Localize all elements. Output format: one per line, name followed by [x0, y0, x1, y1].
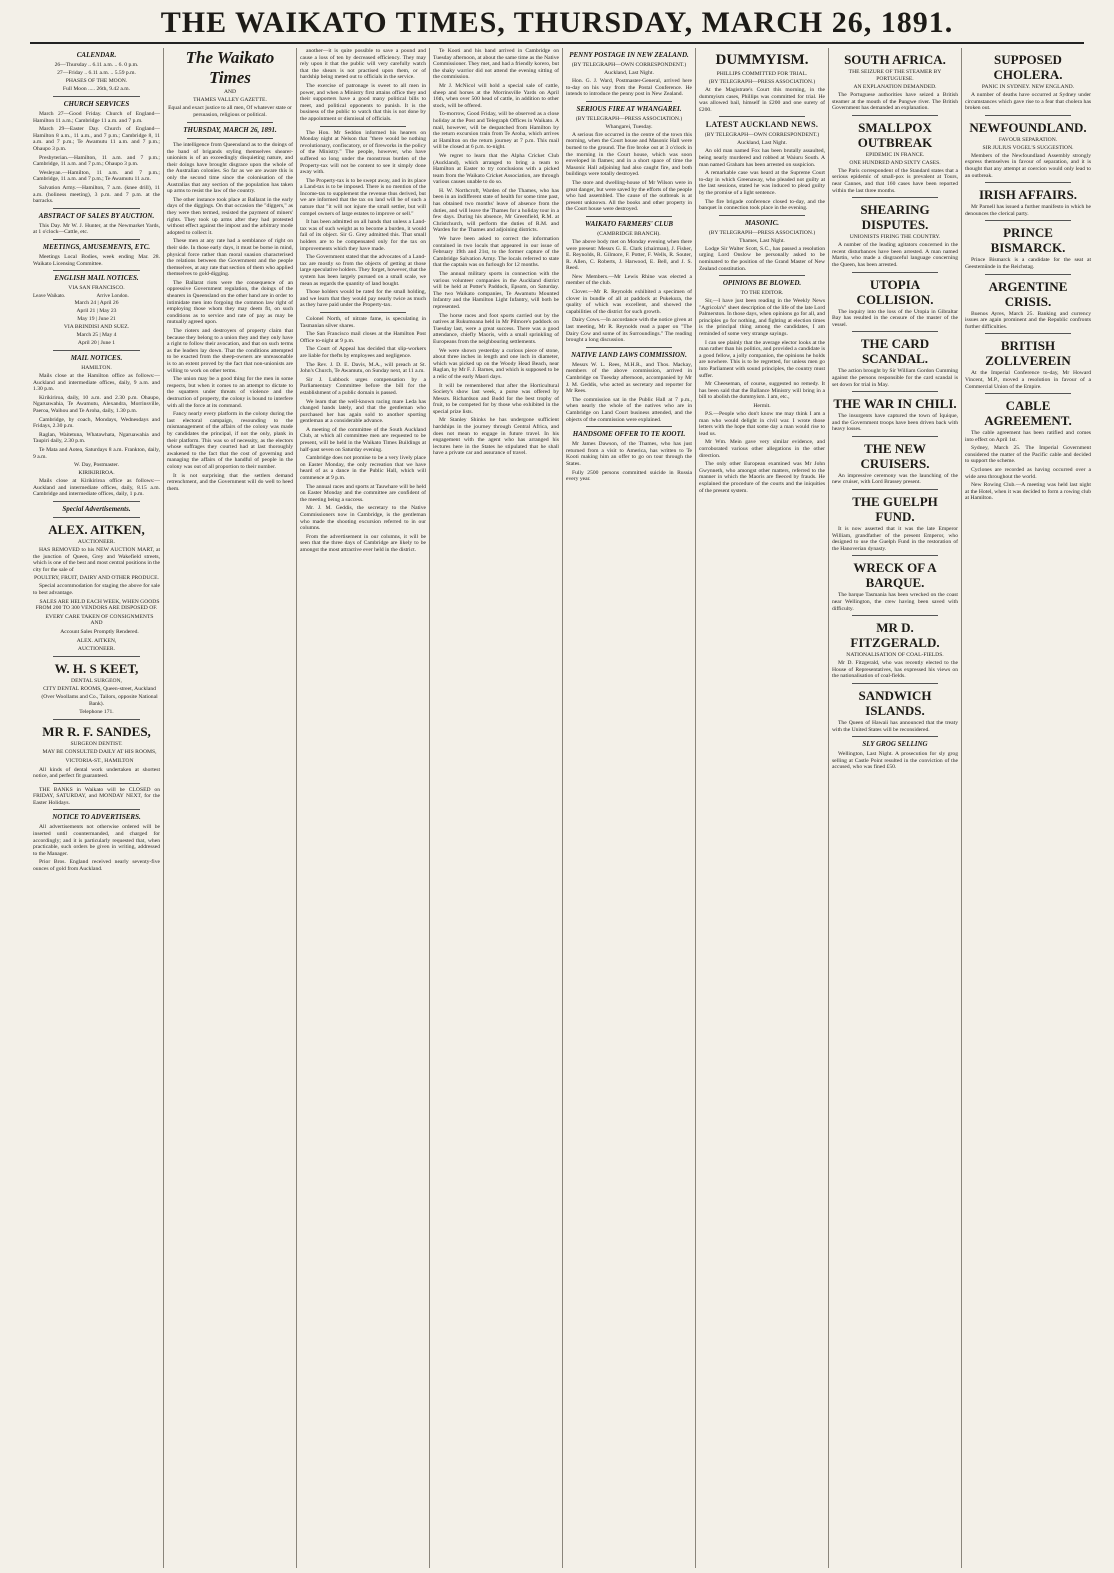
masthead-title: THE WAIKATO TIMES, THURSDAY, MARCH 26, 1891. — [160, 6, 954, 39]
leader-paragraph: These men at any rate had a semblance of right on their side. In those early days, it must be borne in mind, physical force rather than moral suasion characterised the relations between the Government and the people themselves, at any rate that section of them who applied themselves to gold-digging. — [167, 238, 293, 278]
section-subheading: (BY TELEGRAPH—PRESS ASSOCIATION.) — [708, 229, 816, 236]
section-dateline: Auckland, Last Night. — [604, 70, 654, 76]
section-heading: THE CARD SCANDAL. — [860, 336, 930, 367]
article-paragraph: Wellington, Last Night. A prosecution for sly grog selling at Castle Point resulted in the conviction of the accused, who was fined £50. — [832, 751, 958, 771]
article-paragraph: Mr Cheeseman, of course, suggested no remedy. It has been said that the Ballance Ministry will bring in a bill to abolish the dummyism. I am, etc., — [699, 381, 825, 401]
divider — [852, 436, 938, 437]
auction-heading: ABSTRACT OF SALES BY AUCTION. — [38, 211, 155, 220]
section-heading: PRINCE BISMARCK. — [990, 225, 1066, 256]
article-paragraph: A serious fire occurred in the centre of the town this morning, when the Court house and Masonic Hall were burned to the ground. The fire broke out at 3 o'clock in the morning in the Court house, which was soon enveloped in flames; and in a short space of time the Masonic Hall adjoining had also caught fire, and both buildings were totally destroyed. — [566, 131, 692, 178]
divider — [53, 517, 140, 518]
section-heading: LATEST AUCKLAND NEWS. — [705, 120, 819, 130]
divider — [187, 122, 273, 123]
article-paragraph: Hon. G. J. Ward, Postmaster-General, arrived here to-day on his way from the Postal Conference. He intends to introduce the penny post in New Zealand. — [566, 78, 692, 98]
section-heading: THE NEW CRUISERS. — [860, 440, 930, 471]
leader-paragraph: It is not surprising that the settlers demand retrenchment, and the Government will do well to heed them. — [167, 472, 293, 492]
divider — [985, 393, 1071, 394]
church-paragraph: Salvation Army.—Hamilton, 7 a.m. (knee drill), 11 a.m. (holiness meeting), 3 p.m. and 7 p.m. at the barracks. — [33, 184, 160, 205]
divider — [320, 126, 406, 127]
divider — [320, 312, 406, 313]
article-paragraph: At the Magistrate's Court this morning, in the dummyism cases, Phillips was committed for trial. He was allowed bail, himself in £200 and one surety of £200. — [699, 87, 825, 113]
column-4 — [429, 48, 562, 1568]
article-paragraph: The only other European examined was Mr John Gwynneth, who amongst other matters, referred to the manner in which the Maoris are fleeced by frauds. He explained the procedure of the courts and the iniquities of the present system. — [699, 461, 825, 494]
church-paragraph: March 27—Good Friday. Church of England—Hamilton 11 a.m.; Cambridge 11 a.m. and 7 p.m. — [33, 111, 160, 124]
article-paragraph: We were shown yesterday a curious piece of stone, about three inches in length and one inch in diameter, which was picked up on the Woody Head Beach, near Raglan, by Mr F. J. Barnes, and which is supposed to be a relic of the early Maori days. — [433, 347, 559, 380]
article-paragraph: The store and dwelling-house of Mr Wilson were in great danger, but were saved by the efforts of the people who had assembled. The cause of the outbreak is at present unknown. All the books and other property in the Court house were destroyed. — [566, 179, 692, 213]
paper-and: AND — [223, 89, 237, 95]
divider — [985, 220, 1071, 221]
article-paragraph: Members of the Newfoundland Assembly strongly express themselves in favour of separation, and it is thought that any attempt at coercion would only lead to an outbreak. — [965, 152, 1091, 179]
divider — [719, 215, 805, 216]
mail-table — [33, 293, 160, 299]
masthead-rule — [30, 42, 1084, 44]
divider — [852, 272, 938, 273]
divider — [187, 138, 273, 139]
section-heading: SHEARING DISPUTES. — [860, 202, 930, 233]
article-paragraph: Colonel North, of nitrate fame, is speculating in Tasmanian silver shares. — [300, 315, 426, 329]
section-subheading: NATIONALISATION OF COAL-FIELDS. — [846, 652, 944, 659]
article-paragraph: We regret to learn that the Alpha Cricket Club (Auckland), which arranged to bring a team to Hamilton at Easter to try conclusions with a picked team from the Waikato Cricket Association, are through various causes unable to do so. — [433, 152, 559, 186]
section-heading: NATIVE LAND LAWS COMMISSION. — [571, 350, 687, 359]
article-paragraph: The annual military sports in connection with the various volunteer companies in the Auckland district will be held at Potter's Paddock, Epsom, on Saturday. The two Waikato companies, Te Awamutu Mounted Infantry and the Hamilton Light Infantry, will both be represented. — [433, 271, 559, 310]
section-heading: SMALLPOX OUTBREAK — [857, 119, 933, 150]
article-paragraph: The annual races and sports at Tauwhare will be held on Easter Monday and the committee are confident of the meeting being a success. — [300, 483, 426, 503]
section-heading: THE GUELPH FUND. — [852, 494, 938, 525]
section-subheading: PHILLIPS COMMITTED FOR TRIAL. — [716, 71, 808, 77]
section-subheading: (BY TELEGRAPH—PRESS ASSOCIATION.) — [575, 115, 683, 122]
section-dateline: Whangarei, Tuesday. — [605, 123, 653, 130]
skeet-telephone: Telephone 171. — [79, 709, 114, 716]
calendar-full-moon: Full Moon ..... 26th, 9.42 a.m. — [62, 86, 131, 92]
divider — [852, 615, 938, 616]
section-heading: HANDSOME OFFER TO TE KOOTI. — [572, 430, 686, 439]
divider — [53, 501, 140, 502]
alex-paragraph: EVERY CARE TAKEN OF CONSIGNMENTS AND — [45, 613, 154, 627]
article-paragraph: H. W. Northcroft, Warden of the Thames, who has been in an indifferent state of health for some time past, has obtained two months' leave of absence from the duties, and will leave the Thames for a holiday tour in a few days. During his absence, Mr Greenfield, R.M. at Christchurch, will perform the duties of R.M. and Warden for the Thames and adjoining districts. — [433, 187, 559, 234]
article-paragraph: The Rev. J. D. E. Davis, M.A., will preach at St. John's Church, Te Awamutu, on Sunday next, at 11 a.m. — [300, 361, 426, 375]
article-paragraph: P.S.—People who don't know me may think I am a man who would delight in civil war. I wrote those letters with the hope that some day a man would rise to lead us. — [699, 411, 825, 437]
mail-subheading: VIA SAN FRANCISCO. — [68, 285, 125, 292]
section-dateline: (BY TELEGRAPH—PRESS ASSOCIATION.) — [708, 79, 816, 85]
divider — [586, 101, 672, 102]
divider — [852, 489, 938, 490]
skeet-paragraph: CITY DENTAL ROOMS, Queen-street, Auckland — [43, 685, 156, 692]
section-dateline: Thames, Last Night. — [739, 237, 785, 244]
divider — [719, 275, 805, 276]
sandes-paragraph: MAY BE CONSULTED DAILY AT HIS ROOMS, — [42, 749, 157, 756]
divider — [53, 96, 140, 97]
article-paragraph: Messrs W. L. Rees, M.H.R., and Thos. Mackay, members of the above commission, arrived in Cambridge on Tuesday afternoon, accompanied by Mr J. M. Geddis, who acted as secretary and reporter for Mr Rees. — [566, 361, 692, 395]
article-paragraph: The Paris correspondent of the Standard states that a serious epidemic of small-pox is prevalent at Tours, near Cannes, and that 160 cases have been reported within the last three months. — [832, 167, 958, 194]
calendar-moon: PHASES OF THE MOON. — [65, 78, 128, 84]
divider — [852, 115, 938, 116]
paper-subtitle: THAMES VALLEY GAZETTE. — [193, 97, 267, 103]
article-paragraph: Sir,—I have just been reading in the Weekly News "Agricola's" sheet description of the life of the late Lord Palmerston. In those days, when opinions go for all, and principles go for nothing, and fighting at election times is the principal thing among the candidates, I am reminded of some very strange sayings. — [699, 298, 825, 338]
alex-goods: POULTRY, FRUIT, DAIRY AND OTHER PRODUCE. — [34, 575, 159, 582]
divider — [53, 809, 140, 810]
article-paragraph: The commission sat in the Public Hall at 7 p.m., when nearly the whole of the natives who are in Cambridge on Land Court business attended, and the objects of the commission were explained. — [566, 396, 692, 423]
article-paragraph: Mr. J. M. Geddis, the secretary to the Native Commissioners now in Cambridge, is the gentleman who made the shooting excursion referred to in our columns. — [300, 505, 426, 532]
article-paragraph: Mr Parnell has issued a further manifesto in which he denounces the clerical party. — [965, 204, 1091, 217]
section-heading: WRECK OF A BARQUE. — [853, 560, 937, 591]
article-paragraph: Lodge Sir Walter Scott, S.C., has passed a resolution urging Lord Onslow be personally asked to be nominated to the position of the Grand Master of New Zealand constitution. — [699, 245, 825, 272]
mail-heading: ENGLISH MAIL NOTICES. — [54, 274, 139, 283]
divider — [985, 333, 1071, 334]
divider — [586, 216, 672, 217]
church-heading: CHURCH SERVICES — [63, 100, 130, 108]
section-subheading: AN EXPLANATION DEMANDED. — [853, 84, 937, 90]
article-paragraph: Mr James Dawson, of the Thames, who has just returned from a visit to America, has written to Te Kooti making him an offer to go on tour through the States. — [566, 441, 692, 467]
alex-signature-sub: AUCTIONEER. — [77, 645, 116, 652]
divider — [586, 426, 672, 427]
article-paragraph: Those holders would be rated for the small holding, and we learn that they would pay nearly twice as much as they have paid under the Property-tax. — [300, 289, 426, 309]
article-paragraph: We learn that the well-known racing mare Leda has changed hands lately, and that the gentleman who purchased her has again sold to another sporting gentleman at a considerable advance. — [300, 398, 426, 425]
auction-paragraph: This Day. Mr W. J. Hunter, at the Newmarket Yards, at 1 o'clock—Cattle, etc. — [33, 222, 160, 236]
section-subheading: (CAMBRIDGE BRANCH). — [597, 230, 661, 237]
column-3 — [296, 48, 429, 1568]
mail-subheading: VIA BRINDISI AND SUEZ. — [63, 324, 130, 331]
article-paragraph: New Rowing Club.—A meeting was held last night at the Hotel, when it was decided to form a rowing club at Hamilton. — [965, 482, 1091, 502]
mail-paragraph: Raglan, Waitetuna, Whatawhata, Ngaruawahia and Taupiri daily, 2.30 p.m. — [33, 431, 160, 445]
section-dateline: Auckland, Last Night. — [737, 140, 787, 147]
article-paragraph: Clover.—Mr R. Reynolds exhibited a specimen of clover in bundle of all at paddock at Pukekura, the quality of which was excellent, and showed the capabilities of the district for such growth. — [566, 289, 692, 315]
sandes-paragraph: VICTORIA-ST., HAMILTON — [65, 757, 134, 764]
mail-paragraph: Cambridge, by coach, Mondays, Wednesdays and Fridays, 2.30 p.m. — [33, 416, 160, 430]
mail-row: March 25 | May 4 — [76, 332, 117, 339]
article-paragraph: An impressive ceremony was the launching of the new cruiser, with Lord Brassey present. — [832, 472, 958, 486]
section-heading: SOUTH AFRICA. — [844, 52, 946, 67]
section-heading: SERIOUS FIRE AT WHANGAREI. — [576, 104, 682, 113]
leader-paragraph: The intelligence from Queensland as to the doings of the band of brigands styling themselves shearer-unionists is of an exceedingly disquieting nature, and their doings have brought disgrace upon the whole of the Australian colonies. So far as we are aware this is only the second time since the colonisation of the Australias that any section of the population has taken up arms to resist the law of the country. — [167, 142, 293, 195]
divider — [719, 116, 805, 117]
section-subheading: TO THE EDITOR. — [740, 290, 784, 297]
section-subheading: (BY TELEGRAPH—OWN CORRESPONDENT.) — [704, 132, 820, 139]
leader-paragraph: The other instance took place at Ballarat in the early days of the diggings. On that occasion the "diggers," as they were then termed, resisted the payment of miners' rights. They took up arms after they had protested without effect against the impost and the arbitrary mode adopted to collect it. — [167, 196, 293, 236]
column-2 — [163, 48, 296, 1568]
article-paragraph: It is now asserted that it was the late Emperor William, grandfather of the present Emperor, who designed to use the Guelph Fund in the restoration of the Hanoverian dynasty. — [832, 526, 958, 552]
article-paragraph: It has been admitted on all hands that unless a Land-tax was of such weight as to become a burden, it would fail of its object. Sir G. Grey admitted this. That small holders are to be compensated only for the tax on improvements which they have made. — [300, 219, 426, 252]
article-paragraph: From the advertisement in our columns, it will be seen that the three days of Cambridge are likely to be amongst the most attractive ever held in the district. — [300, 533, 426, 553]
alex-aitken-heading: ALEX. AITKEN, — [48, 522, 145, 537]
divider — [53, 656, 140, 657]
article-paragraph: The barque Tasmania has been wrecked on the coast near Wellington, the crew having been saved with difficulty. — [832, 592, 958, 612]
skeet-heading: W. H. S KEET, — [54, 660, 139, 676]
alex-paragraph: Special accommodation for staging the above for sale to best advantage. — [33, 583, 160, 596]
article-paragraph: I can see plainly that the average elector looks at the man rather than his politics, and provided a candidate is a good fellow, a jolly companion, the opinions he holds are nowhere. This is to be regretted, for unless men go into Parliament with sound principles, the country must suffer. — [699, 339, 825, 379]
kiri-heading: KIRIKIRIROA. — [78, 470, 115, 477]
article-paragraph: Sir J. Lubbock urges compensation by a Parliamentary Committee before the bill for the establishment of a public domain is passed. — [300, 376, 426, 396]
article-paragraph: The exercise of patronage is sweet to all men in power, and when a Ministry first attains office they and their supporters have a good many political bills to meet, and political opponents to punish. It is the business of the public to watch that this is not done by the appointment or dismissal of officials. — [300, 82, 426, 122]
section-heading: THE WAR IN CHILI. — [833, 396, 957, 412]
article-paragraph: At the Imperial Conference to-day, Mr Howard Vincent, M.P., moved a resolution in favour of a Commercial Union of the Empire. — [965, 370, 1091, 390]
section-subheading: THE SEIZURE OF THE STEAMER BY PORTUGUESE. — [848, 69, 942, 82]
article-paragraph: A remarkable case was heard at the Supreme Court to-day in which Greenaway, who pleaded not guilty at the last sessions, stated he was induced to plead guilty by the promise of a light sentence. — [699, 170, 825, 196]
alex-paragraph: Account Sales Promptly Rendered. — [60, 628, 139, 635]
section-heading: SUPPOSED CHOLERA. — [993, 52, 1063, 82]
divider — [852, 736, 938, 737]
sandes-heading: MR R. F. SANDES, — [42, 724, 151, 740]
section-subheading: (BY TELEGRAPH—OWN CORRESPONDENT.) — [571, 62, 687, 68]
article-paragraph: Dairy Cows.—In accordance with the notice given at last meeting, Mr R. Reynolds read a paper on "The Dairy Cow and some of its Surroundings." The reading brought a long discussion. — [566, 317, 692, 344]
skeet-sub: DENTAL SURGEON, — [71, 677, 122, 684]
article-paragraph: Cyclones are recorded as having occurred over a wide area throughout the world. — [965, 467, 1091, 480]
mail-row: March 24 | April 26 — [74, 300, 119, 307]
article-paragraph: The cable agreement has been ratified and comes into effect on April 1st. — [965, 430, 1091, 443]
column-1 — [30, 48, 163, 1568]
article-paragraph: The fire brigade conference closed to-day, and the banquet in connection took place in the evening. — [699, 198, 825, 212]
divider — [53, 783, 140, 784]
divider — [985, 115, 1071, 116]
sandes-sub: SURGEON DENTIST. — [70, 741, 123, 748]
column-5 — [562, 48, 695, 1568]
section-heading: IRISH AFFAIRS. — [978, 187, 1077, 203]
article-paragraph: The Portuguese authorities have seized a British steamer at the mouth of the Pungwe river. The British Government has demanded an explanation. — [832, 92, 958, 112]
church-paragraph: Wesleyan.—Hamilton, 11 a.m. and 7 p.m.; Cambridge, 11 a.m. and 7 p.m.; Te Awamutu 11 a.m. — [33, 169, 160, 183]
mail-notices-heading: MAIL NOTICES. — [70, 354, 123, 363]
divider — [852, 331, 938, 332]
article-paragraph: The Property-tax is to be swept away, and in its place a Land-tax is to be imposed. There is no mention of the Income-tax to supplement the revenue thus derived, but we are informed that the tax on land will be of such a nature that "it will not injure the small settler, but will compel owners of large estates to improve or sell." — [300, 177, 426, 217]
article-paragraph: Sydney, March 25. The Imperial Government considered the matter of the Pacific cable and decided to support the scheme. — [965, 445, 1091, 465]
leader-paragraph: The Ballarat riots were the consequence of an oppressive Government regulation, the doings of the shearers in Queensland on the other hand are in order to intimidate men into forgoing the common law right of employing those whom they may deem fit, on such conditions as to service and rate of pay as may be mutually agreed upon. — [167, 279, 293, 326]
skeet-paragraph: (Over Woollams and Co., Tailors, opposite National Bank). — [41, 694, 158, 707]
article-paragraph: Mr Wm. Mein gave very similar evidence, and corroborated various other allegations in the other direction. — [699, 439, 825, 459]
article-paragraph: another—it is quite possible to save a pound and cause a loss of ten by decreased efficiency. They may rely upon it that the public will very carefully watch that the shears is not practised upon them, or of hardship being meted out to officials in the service. — [300, 48, 426, 81]
section-heading: NEWFOUNDLAND. — [969, 119, 1087, 135]
church-paragraph: March 29—Easter Day. Church of England—Hamilton 8 a.m., 11 a.m., and 7 p.m.; Cambridge 8, 11 a.m. and 7 p.m.; Te Awamutu 11 a.m. and 7 p.m.; Ohaupo 3 p.m. — [33, 126, 160, 152]
column-6 — [695, 48, 828, 1568]
notice-paragraph: Prior Bros. England received nearly seventy-five ounces of gold from Auckland. — [33, 859, 160, 873]
calendar-row: 26—Thursday .. 6.11 a.m. .. 6. 0 p.m. — [54, 62, 139, 68]
section-subheading: SIR JULIUS VOGEL'S SUGGESTION. — [982, 144, 1074, 151]
article-paragraph: The Hon. Mr Seddon informed his hearers on Monday night at Nelson that "there would be nothing revolutionary, confiscatory, or of fireworks in the policy of the Ministry." The people, however, who have suffered so long under the monstrous burden of the Property-tax will not be content to see it simply done away with. — [300, 129, 426, 176]
mail-paragraph: Mails close at the Hamilton office as follows:— Auckland and intermediate offices, daily, 9 a.m. and 1.30 p.m. — [33, 373, 160, 393]
article-paragraph: The Court of Appeal has decided that slip-workers are liable for thefts by employees and negligence. — [300, 346, 426, 359]
calendar-row: 27—Friday .. 6.11 a.m. .. 5.59 p.m. — [57, 70, 136, 76]
section-subheading: UNIONISTS FIRING THE COUNTRY. — [849, 234, 941, 241]
kiri-paragraph: Mails close at Kirikiriroa office as follows:— Auckland and intermediate offices, daily, 8.15 a.m. Cambridge and intermediate offices, daily, 1 p.m. — [33, 478, 160, 498]
divider — [586, 347, 672, 348]
article-paragraph: An old man named Fox has been brutally assaulted, being nearly murdered and robbed at Waiuru South. A man named Graham has been arrested on suspicion. — [699, 148, 825, 168]
alex-signature: ALEX. AITKEN, — [76, 637, 117, 644]
divider — [852, 391, 938, 392]
leader-date: THURSDAY, MARCH 26, 1891. — [183, 126, 277, 134]
alex-paragraph: SALES ARE HELD EACH WEEK, WHEN GOODS FROM 200 TO 300 VENDORS ARE DISPOSED OF. — [35, 598, 160, 612]
divider — [53, 208, 140, 209]
divider — [53, 719, 140, 720]
calendar-heading: CALENDAR. — [76, 51, 117, 59]
mail-town: HAMILTON. — [81, 365, 112, 372]
divider — [852, 197, 938, 198]
mail-paragraph: Kirikiriroa, daily, 10 a.m. and 2.30 p.m. Ohaupo, Ngaruawahia, Te Awamutu, Alexandra, Morrinsville, Paeroa, Waihou and Te Aroha, daily, 1.30 p.m. — [33, 394, 160, 415]
mail-row: April 20 | June 1 — [77, 340, 116, 347]
section-heading: OPINIONS BE BLOWED. — [722, 279, 802, 288]
leader-paragraph: The union may be a good thing for the men in some respects, but when it comes to an attempt to dictate to the squatters under threats of violence and the destruction of property, the colony is bound to interfere with all the force at its command. — [167, 376, 293, 409]
divider — [985, 182, 1071, 183]
article-paragraph: The San Francisco mail closes at the Hamilton Post Office to-night at 9 p.m. — [300, 331, 426, 344]
church-paragraph: Presbyterian.—Hamilton, 11 a.m. and 7 p.m.; Cambridge, 11 a.m. and 7 p.m.; Ohaupo 3 p.m. — [33, 154, 160, 168]
mail-row: April 21 | May 23 — [76, 308, 117, 315]
divider — [53, 239, 140, 240]
article-paragraph: We have been asked to correct the information contained in two locals that appeared in our issue of February 19th and 21st, to the former capture of the Cambridge Salvation Army. The locals referred to state that the captain was on furlough for 12 months. — [433, 236, 559, 269]
article-paragraph: Mr J. McNicol will hold a special sale of cattle, sheep and horses at the Morrinsville Yards on April 16th, when over 500 head of cattle, in addition to other stock, will be offered. — [433, 82, 559, 109]
banks-paragraph: THE BANKS in Waikato will be CLOSED on FRIDAY, SATURDAY, and MONDAY NEXT, for the Easter Holidays. — [33, 786, 160, 806]
article-paragraph: A meeting of the committee of the South Auckland Club, at which all committee men are requested to be present, will be held in the Waikato Times Buildings at half-past seven on Saturday evening. — [300, 426, 426, 453]
section-subheading: EPIDEMIC IN FRANCE. — [865, 151, 925, 158]
section-heading: ARGENTINE CRISIS. — [988, 278, 1068, 309]
article-paragraph: Buenos Ayres, March 25. Banking and currency issues are again prominent and the Republic confronts further difficulties. — [965, 310, 1091, 330]
leader-paragraph: Fancy nearly every platform in the colony during the last electoral campaign, resounding to the mismanagement of the affairs of the colony was made by candidates the principal, if not the only, plank in their platform. This was so of necessity, as the electors whose suffrages they courted had at last thoroughly awakened to the fact that the cost of governing and managing the affairs of the handful of people in the colony was out of all proportion to their number. — [167, 411, 293, 470]
section-heading: DUMMYISM. — [715, 52, 809, 68]
section-heading: WAIKATO FARMERS' CLUB — [584, 219, 674, 228]
article-paragraph: The Queen of Hawaii has announced that the treaty with the United States will be reconsidered. — [832, 720, 958, 733]
divider — [852, 683, 938, 684]
divider — [53, 350, 140, 351]
article-paragraph: Cambridge does not promise to be a very lively place on Easter Monday, the only recreation that we have heard of as a dance in the Public Hall, which will commence at 9 p.m. — [300, 455, 426, 482]
article-paragraph: New Members.—Mr Lewis Rhine was elected a member of the club. — [566, 273, 692, 287]
section-heading: CABLE AGREEMENT. — [984, 398, 1072, 429]
divider — [985, 274, 1071, 275]
article-paragraph: The above body met on Monday evening when there were present: Messrs G. E. Clark (chairman), J. Fisher, E. Reynolds, R. Gilmore, F. Potter, F. Wells, R. Souter, R. Allen, C. Roberts, J. Harwood, E. Bell, and J. S. Reed. — [566, 238, 692, 272]
article-paragraph: Mr D. Fitzgerald, who was recently elected to the House of Representatives, has expressed his views on the nationalisation of coal-fields. — [832, 660, 958, 680]
article-paragraph: A number of the leading agitators concerned in the recent disturbances have been arrested. A man named Martin, who made a disgraceful language concerning the Queen, has been arrested. — [832, 242, 958, 268]
section-subheading: FAVOUR SEPARATION. — [998, 136, 1058, 143]
article-paragraph: Fully 2500 persons committed suicide in Russia every year. — [566, 469, 692, 483]
article-paragraph: The horse races and foot sports carried out by the natives at Rukumoana held in Mr Pilmore's paddock on Tuesday last, were a great success. There was a good attendance, chiefly Maoris, with a small sprinkling of Europeans from the neighbouring settlements. — [433, 312, 559, 345]
divider — [53, 270, 140, 271]
article-paragraph: To-morrow, Good Friday, will be observed as a close holiday at the Post and Telegraph Offices in Waikato. A mail, however, will be despatched from Hamilton by the return excursion train from Te Aroha, which arrives at Hamilton on the return journey at 7 p.m. This mail will be closed at 6 p.m. to-night. — [433, 111, 559, 151]
section-heading: BRITISH ZOLLVEREIN — [985, 338, 1071, 369]
special-ads-heading: Special Advertisements. — [62, 505, 131, 513]
article-paragraph: Prince Bismarck is a candidate for the seat at Geestemünde in the Reichstag. — [965, 257, 1091, 270]
section-subheading: ONE HUNDRED AND SIXTY CASES. — [849, 159, 941, 166]
column-7 — [828, 48, 961, 1568]
sandes-paragraph: All kinds of dental work undertaken at shortest notice, and perfect fit guaranteed. — [33, 766, 160, 780]
section-heading: SANDWICH ISLANDS. — [858, 688, 932, 718]
mail-col-leave: Leave Waikato. — [33, 293, 66, 300]
letter-signature: Hermit. — [753, 403, 771, 409]
article-paragraph: Mr Stanley Shinks he has undergone sufficient hardships in the journey through Central Africa, and does not mean to engage in future travel. In his engagement with the agent who has arranged his lectures here in the States he stipulated that he shall have a private car and assurance of travel. — [433, 417, 559, 457]
article-paragraph: The Government stated that the advocates of a Land-tax are mostly so from the objects of getting at those large speculative holders. They forget, however, that the system has been largely pursued on a small scale, we mean as regards the quantity of land bought. — [300, 254, 426, 287]
article-paragraph: It will be remembered that after the Horticultural Society's show last week, a purse was offered by Messrs. Richardson and Budd for the best trophy of fruit, to be competed for by those who exhibited in the special prize lists. — [433, 382, 559, 415]
columns — [30, 48, 1094, 1568]
article-paragraph: Te Kooti and his band arrived in Cambridge on Tuesday afternoon, at about the same time as the Native Commissioner. They met, and had a friendly korero, but the shaky warrior did not attend the evening sitting of the commission. — [433, 48, 559, 81]
alex-paragraph: HAS REMOVED to his NEW AUCTION MART, at the junction of Queen, Grey and Wakefield streets, which is one of the best and most central positions in the city for the sale of — [33, 547, 160, 573]
paper-brand: The Waikato Times — [185, 48, 275, 87]
section-subheading: PANIC IN SYDNEY. NEW ENGLAND. — [981, 84, 1075, 90]
article-paragraph: The action brought by Sir William Gordon Cumming against the persons responsible for the card scandal is set down for trial in May. — [832, 368, 958, 388]
meetings-heading: MEETINGS, AMUSEMENTS, ETC. — [42, 242, 151, 251]
paper-motto: Equal and exact justice to all men, Of whatever state or persuasion, religious or political. — [168, 105, 292, 118]
meetings-paragraph: Meetings Local Bodies, week ending Mar. 28. Waikato Licensing Committee. — [33, 253, 160, 267]
section-heading: MASONIC. — [744, 218, 780, 227]
mail-col-arrive: Arrive London. — [96, 293, 129, 300]
article-paragraph: A number of deaths have occurred at Sydney under circumstances which gave rise to a fear that cholera has broken out. — [965, 92, 1091, 112]
notice-paragraph: All advertisements not otherwise ordered will be inserted until countermanded, and charged for accordingly; and it is particularly requested that, when practicable, such orders be given in writing, addressed to the Manager. — [33, 824, 160, 857]
section-heading: UTOPIA COLLISION. — [856, 276, 934, 307]
section-heading: PENNY POSTAGE IN NEW ZEALAND. — [569, 51, 689, 59]
notice-heading: NOTICE TO ADVERTISERS. — [52, 813, 141, 822]
section-heading: MR D. FITZGERALD. — [850, 620, 940, 651]
article-paragraph: The inquiry into the loss of the Utopia in Gibraltar Bay has resulted in the censure of the master of the vessel. — [832, 308, 958, 328]
mail-paragraph: Te Mata and Aotea, Saturdays 8 a.m. Frankton, daily, 9 a.m. — [33, 447, 160, 460]
mail-row: May 19 | June 21 — [77, 316, 116, 323]
alex-aitken-sub: AUCTIONEER. — [77, 539, 116, 545]
column-8 — [961, 48, 1094, 1568]
leader-paragraph: The rioters and destroyers of property claim that because they belong to a union they and they only have a right to follow their avocation, and that on such terms as the leaders lay down. That the conditions attempted to be exacted from the sheep-owners are unreasonable is to an extent proved by the fact that non-unionists are willing to work on other terms. — [167, 328, 293, 374]
article-paragraph: The insurgents have captured the town of Iquique, and the Government troops have been driven back with heavy losses. — [832, 413, 958, 433]
mail-signature: W. Day, Postmaster. — [74, 462, 119, 469]
divider — [852, 555, 938, 556]
section-heading: SLY GROG SELLING — [862, 740, 928, 749]
